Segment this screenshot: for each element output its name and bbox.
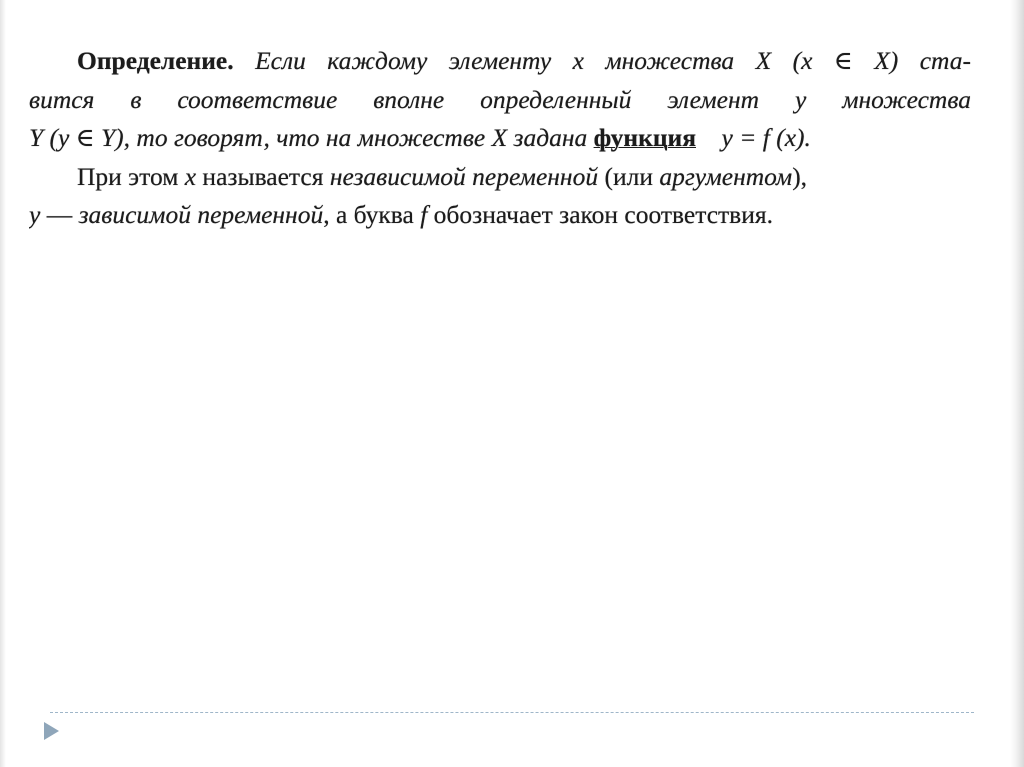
explanation-text: (или [598,161,660,191]
explanation-text: — [40,200,79,229]
left-edge-shadow [0,0,6,767]
explanation-var-x: x [184,161,197,191]
definition-line-1-text: Если каждому элементу x множества X (x ∈ X) ста- [255,46,971,75]
definition-line-1 [29,42,971,81]
footer-divider [50,712,974,713]
explanation-var-y: y [29,200,41,229]
explanation-term-argument: аргументом [659,161,793,191]
definition-line-2: вится в соответствие вполне определенный элемент y множества [29,84,971,114]
explanation-text: При этом [77,161,185,191]
definition-line-3 [29,119,971,158]
definition-term: функция [593,123,696,152]
explanation-line-2 [29,196,971,235]
explanation-line-1 [29,158,971,197]
explanation-term-dependent: зависимой переменной [78,200,324,229]
right-edge-shadow [1010,0,1024,767]
explanation-var-f: f [420,200,428,229]
definition-label: Определение. [77,46,234,75]
definition-text-block [29,42,971,235]
definition-line-3-text: Y (y ∈ Y), то говорят, что на множестве X задана [29,123,588,152]
explanation-term-independent: независимой переменной [329,161,599,191]
explanation-text: , а буква [323,200,421,229]
explanation-text: ), [792,161,808,191]
triangle-right-icon[interactable] [44,722,59,740]
function-formula: y = f (x). [721,123,811,152]
explanation-text: обозначает закон соответствия. [427,200,773,229]
explanation-text: называется [196,161,330,191]
